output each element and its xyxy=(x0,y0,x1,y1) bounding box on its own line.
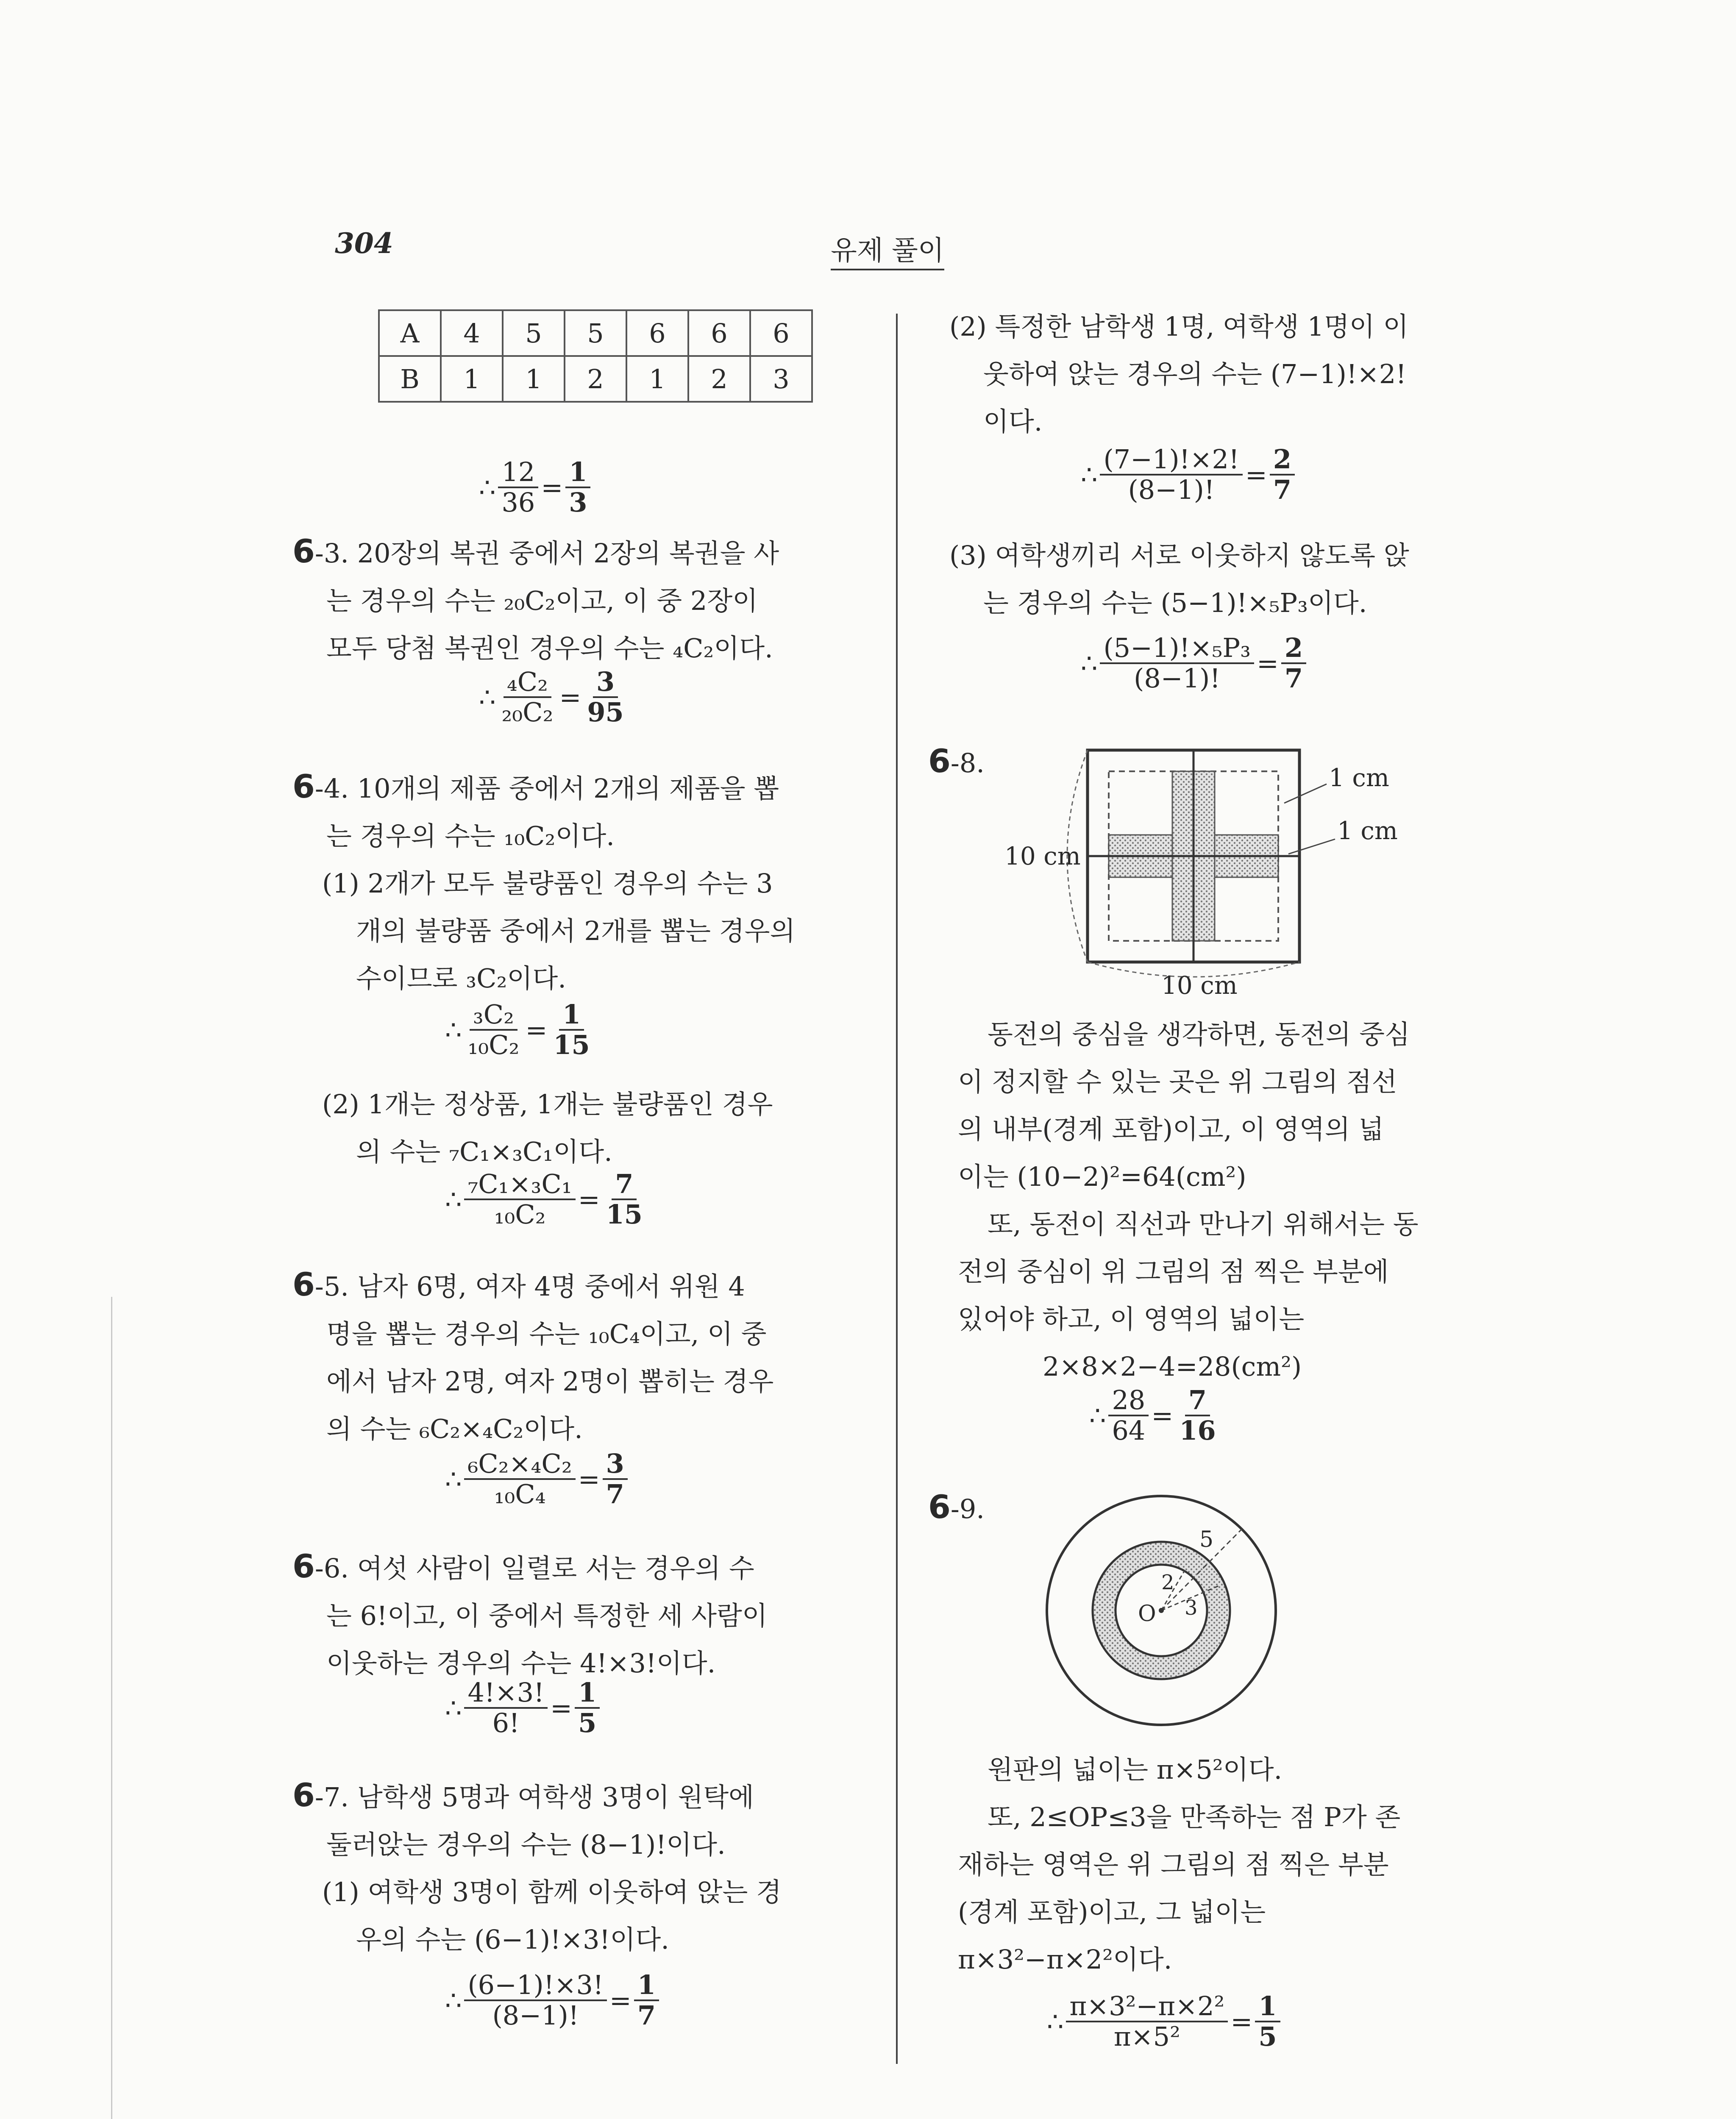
table-cell: A xyxy=(379,310,441,356)
concentric-circles-figure xyxy=(1043,1492,1280,1729)
table-cell: B xyxy=(379,356,441,402)
problem-6-6: 6-6. 여섯 사람이 일렬로 서는 경우의 수 는 6!이고, 이 중에서 특정한 세 사람이 이웃하는 경우의 수는 4!×3!이다. xyxy=(292,1547,768,1679)
problem-6-7-part3: (3) 여학생끼리 서로 이웃하지 않도록 앉 는 경우의 수는 (5−1)!×₅P₃이다. xyxy=(949,540,1409,618)
answer-6-7-3: ∴ $\frac{\text{(5−1)!×₅P₃}}{(8-1)!}$ = $\frac{2}{7}$ xyxy=(1081,634,1309,693)
problem-6-8-label: 6-8. xyxy=(928,742,985,780)
page-number: 304 xyxy=(335,227,393,260)
answer-6-4-1: ∴ $\frac{\text{₃C₂}}{\text{₁₀C₂}}$ = $\frac{1}{15}$ xyxy=(445,999,590,1061)
problem-6-7: 6-7. 남학생 5명과 여학생 3명이 원탁에 둘러앉는 경우의 수는 (8−1)!이다. (1) 여학생 3명이 함께 이웃하여 앉는 경 우의 수는 (6−1)!×3!이다. xyxy=(292,1776,782,1955)
answer-6-9: ∴ $\frac{\text{π×3²−π×2²}}{\text{π×5²}}$ = $\frac{1}{5}$ xyxy=(1047,1992,1283,2051)
label-radius-2: 2 xyxy=(1161,1571,1174,1594)
table-cell: 1 xyxy=(441,356,503,402)
problem-6-9-label: 6-9. xyxy=(928,1488,985,1526)
answer-6-7-2: ∴ $\frac{(7-1)!\times 2!}{(8-1)!}$ = $\frac{2}{7}$ xyxy=(1081,445,1297,504)
answer-6-2: ∴ $\frac{12}{36}$ = $\frac{1}{3}$ xyxy=(479,458,593,517)
table-cell: 3 xyxy=(750,356,812,402)
problem-6-8-text: 동전의 중심을 생각하면, 동전의 중심 이 정지할 수 있는 곳은 위 그림의 점선 의 내부(경계 포함)이고, 이 영역의 넓 이는 (10−2)²=64(cm²) 또, 동전이 직선과 만나기 위해서는 동 전의 중심이 위 그림의 점 찍은 부분에 있어야 하고, 이 영역의 넓이는 2×8×2−4=28(cm²) xyxy=(958,1019,1419,1382)
answer-6-8: ∴ $\frac{28}{64}$ = $\frac{7}{16}$ xyxy=(1089,1385,1216,1446)
answer-6-5: ∴ $\frac{\text{₆C₂×₄C₂}}{\text{₁₀C₄}}$ = $\frac{3}{7}$ xyxy=(445,1449,630,1509)
table-cell: 4 xyxy=(441,310,503,356)
column-divider xyxy=(896,314,898,2064)
label-1cm-a: 1 cm xyxy=(1329,763,1389,792)
binding-edge xyxy=(111,1297,112,2119)
running-header: 유제 풀이 xyxy=(831,229,944,270)
table-cell: 1 xyxy=(626,356,688,402)
table-row xyxy=(379,310,812,356)
problem-6-5: 6-5. 남자 6명, 여자 4명 중에서 위원 4 명을 뽑는 경우의 수는 ₁₀C₄이고, 이 중 에서 남자 2명, 여자 2명이 뽑히는 경우 의 수는 ₆C₂×₄C₂이다. xyxy=(292,1265,774,1444)
answer-6-7-1: ∴ $\frac{(6-1)!\times 3!}{(8-1)!}$ = $\frac{1}{7}$ xyxy=(445,1971,662,2030)
problem-number: 6 xyxy=(292,532,315,570)
table-cell: 2 xyxy=(688,356,750,402)
leader-line xyxy=(1288,839,1335,854)
table-row xyxy=(379,356,812,402)
table-cell: 1 xyxy=(503,356,565,402)
outcome-table xyxy=(378,309,813,403)
table-cell: 5 xyxy=(565,310,626,356)
table-cell: 6 xyxy=(626,310,688,356)
problem-6-7-part2: (2) 특정한 남학생 1명, 여학생 1명이 이 웃하여 앉는 경우의 수는 (7−1)!×2! 이다. xyxy=(949,311,1409,437)
coin-grid-figure xyxy=(992,737,1433,1009)
problem-6-4-part2: (2) 1개는 정상품, 1개는 불량품인 경우 의 수는 ₇C₁×₃C₁이다. xyxy=(322,1089,773,1167)
table-cell: 5 xyxy=(503,310,565,356)
answer-6-3: ∴ $\frac{\text{₄C₂}}{\text{₂₀C₂}}$ = $\frac{3}{95}$ xyxy=(479,666,624,728)
label-radius-3: 3 xyxy=(1185,1596,1198,1620)
problem-6-3: 6-3. 20장의 복권 중에서 2장의 복권을 사 는 경우의 수는 ₂₀C₂이고, 이 중 2장이 모두 당첨 복권인 경우의 수는 ₄C₂이다. xyxy=(292,532,779,664)
answer-6-4-2: ∴ $\frac{\text{₇C₁×₃C₁}}{\text{₁₀C₂}}$ = $\frac{7}{15}$ xyxy=(445,1168,643,1230)
answer-6-6: ∴ $\frac{4!\times 3!}{6!}$ = $\frac{1}{5}$ xyxy=(445,1678,602,1738)
label-center-o: O xyxy=(1138,1601,1156,1627)
table-cell: 6 xyxy=(750,310,812,356)
center-point xyxy=(1159,1608,1164,1613)
label-1cm-b: 1 cm xyxy=(1337,816,1398,845)
label-10cm-left: 10 cm xyxy=(1004,842,1081,870)
table-cell: 6 xyxy=(688,310,750,356)
label-radius-5: 5 xyxy=(1199,1527,1214,1552)
problem-6-9-text: 원판의 넓이는 π×5²이다. 또, 2≤OP≤3을 만족하는 점 P가 존 재하는 영역은 위 그림의 점 찍은 부분 (경계 포함)이고, 그 넓이는 π×3²−π×2²이다. xyxy=(958,1754,1401,1975)
table-cell: 2 xyxy=(565,356,626,402)
label-10cm-bottom: 10 cm xyxy=(1161,971,1238,1000)
problem-6-4: 6-4. 10개의 제품 중에서 2개의 제품을 뽑 는 경우의 수는 ₁₀C₂이다. (1) 2개가 모두 불량품인 경우의 수는 3 개의 불량품 중에서 2개를 뽑는 경우의 수이므로 ₃C₂이다. xyxy=(292,768,796,994)
leader-line xyxy=(1284,784,1327,803)
